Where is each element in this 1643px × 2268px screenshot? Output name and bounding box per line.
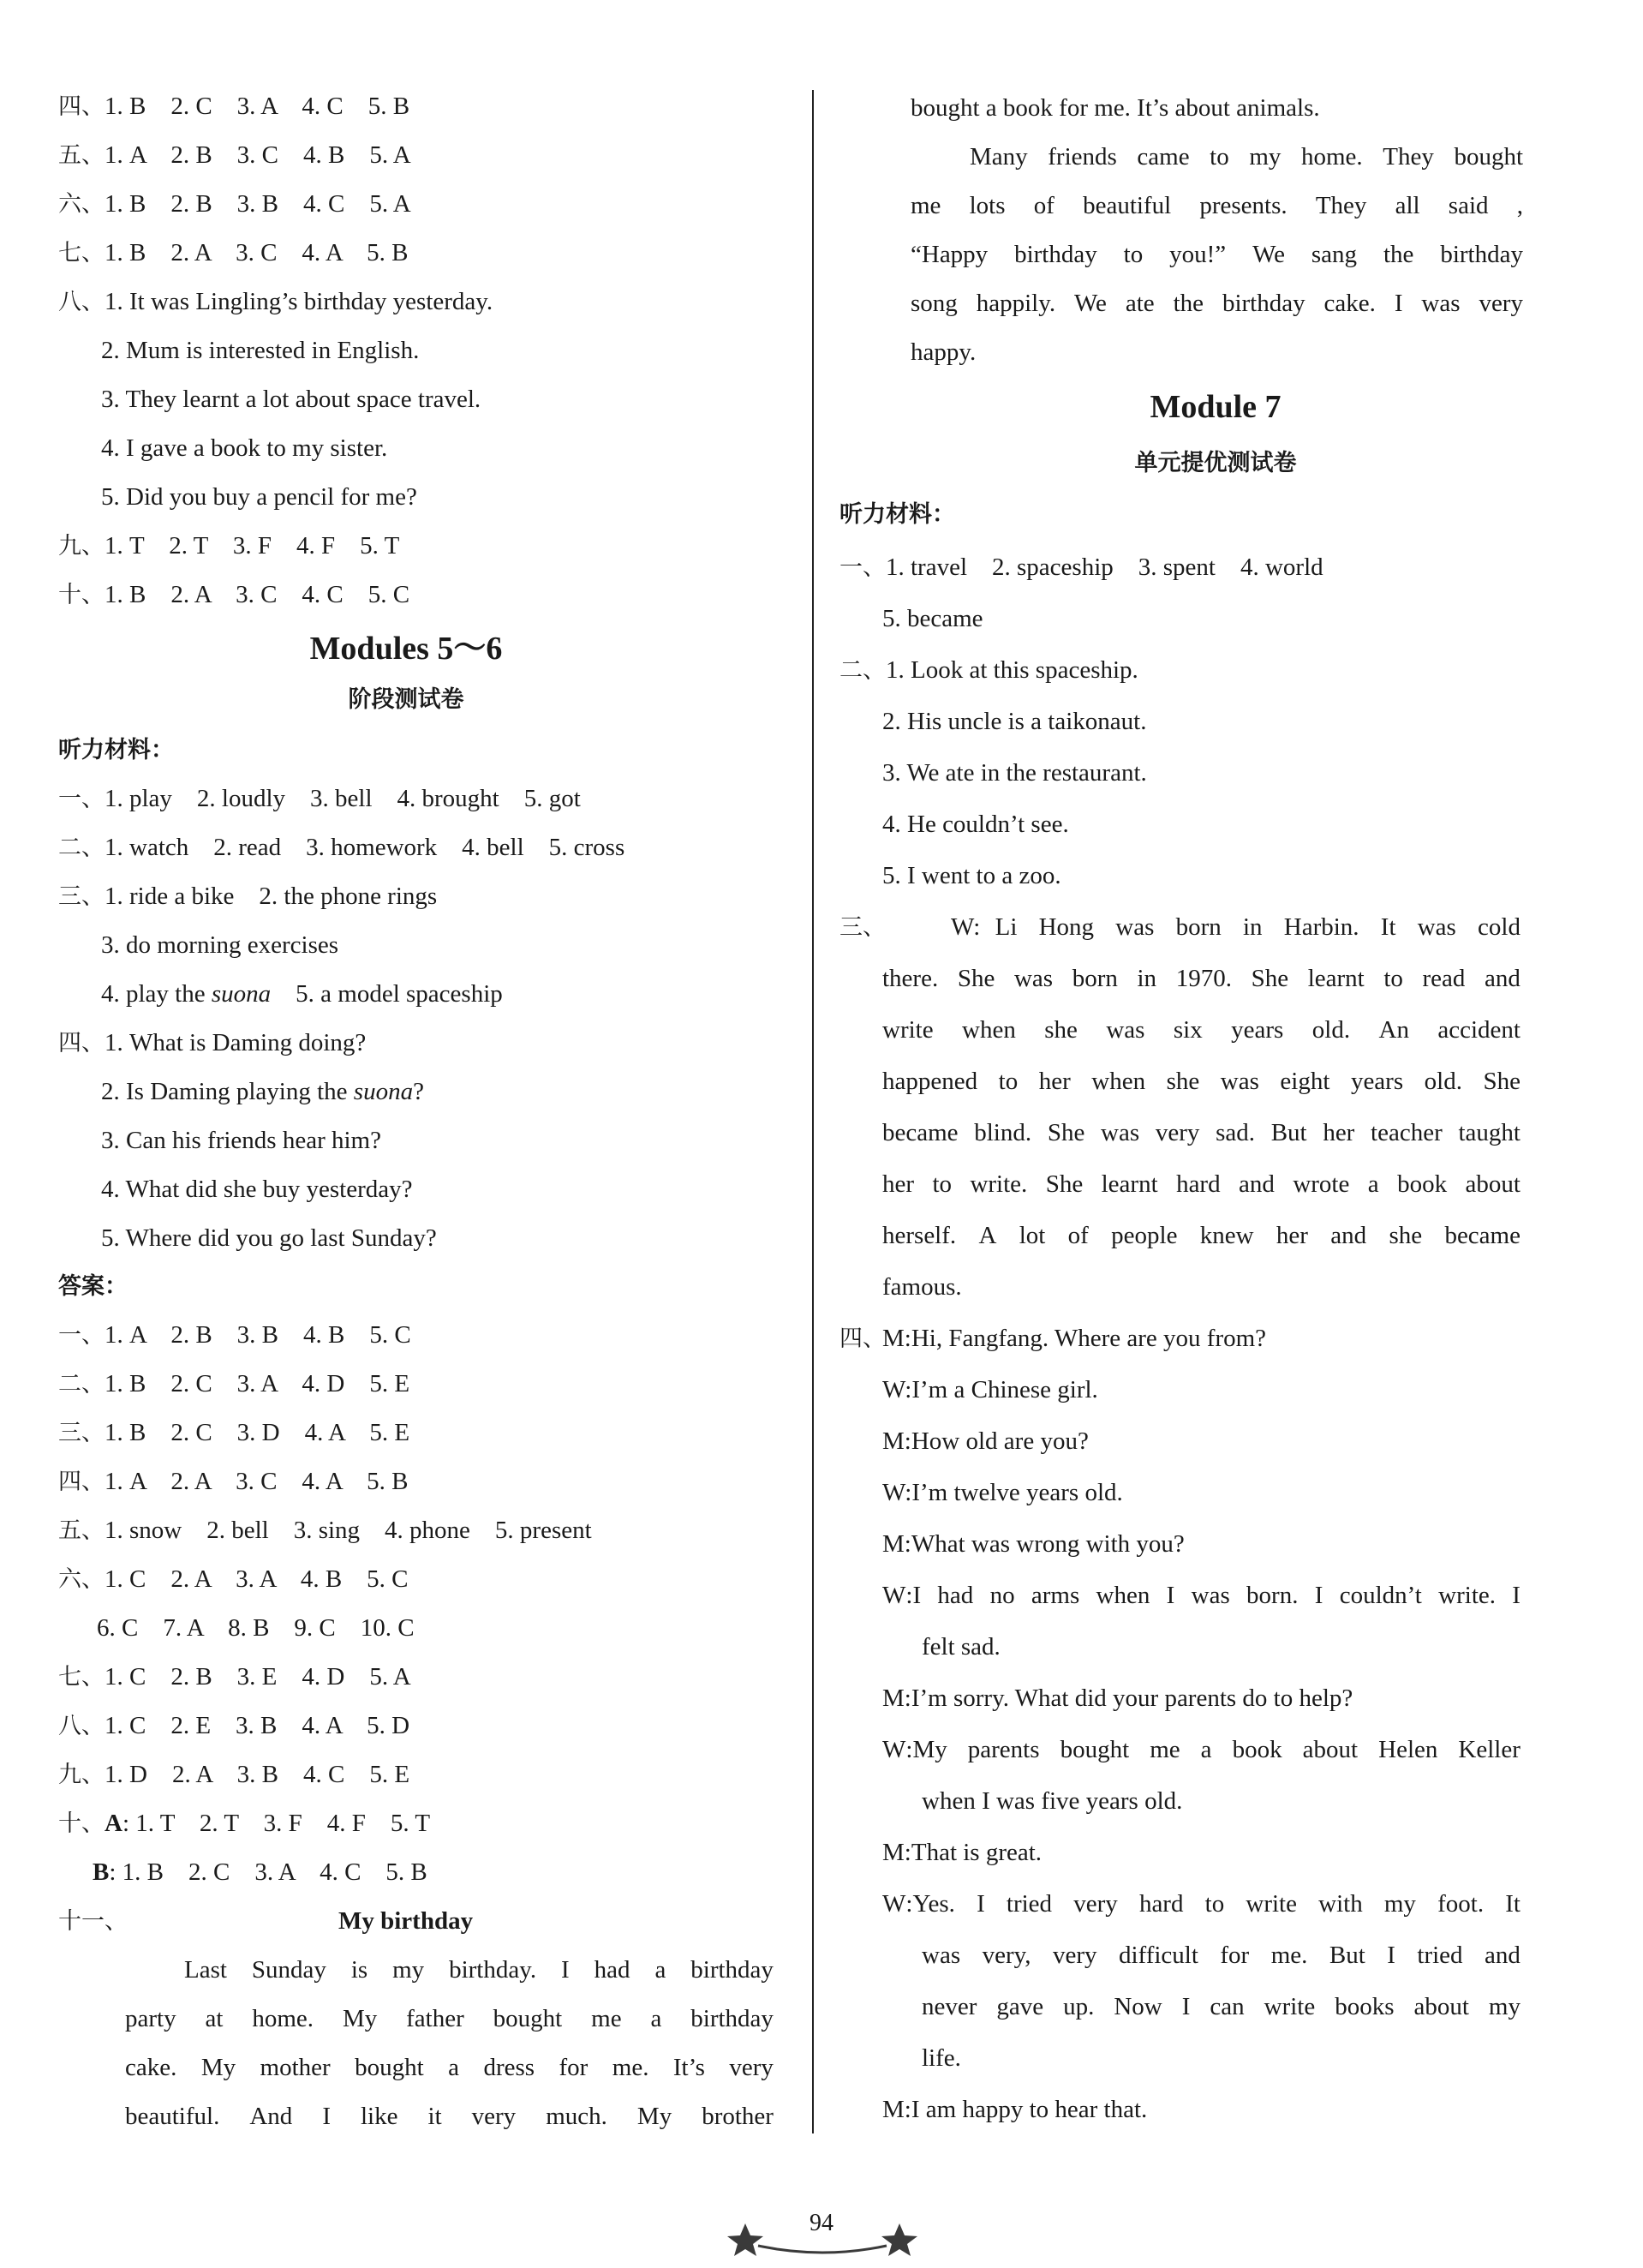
dialogue-line: W:I’m twelve years old. xyxy=(882,1479,1123,1506)
essay-line: party at home. My father bought me a birthday xyxy=(125,2005,774,2032)
module-subtitle: 单元提优测试卷 xyxy=(1134,450,1297,476)
answer-row: 五、1. A 2. B 3. C 4. B 5. A xyxy=(58,141,411,169)
answer-row: 四、1. A 2. A 3. C 4. A 5. B xyxy=(58,1468,409,1495)
dialogue-line: W: My parents bought me a book about Helen Keller xyxy=(882,1736,1521,1763)
answer-row: 十、1. B 2. A 3. C 4. C 5. C xyxy=(58,581,410,608)
answer-row: 三、1. B 2. C 3. D 4. A 5. E xyxy=(58,1419,410,1446)
dialogue-line: M:Hi, Fangfang. Where are you from? xyxy=(882,1325,1267,1352)
essay-line: cake. My mother bought a dress for me. It’s very xyxy=(125,2054,774,2081)
passage-line: W: Li Hong was born in Harbin. It was cold xyxy=(951,913,1521,941)
page-footer xyxy=(0,2206,1643,2258)
essay-line: bought a book for me. It’s about animals. xyxy=(911,94,1320,122)
dialogue-line: when I was five years old. xyxy=(922,1787,1183,1815)
sentence-row: 八、1. It was Lingling’s birthday yesterday. xyxy=(58,288,493,315)
listening-row: 三、1. ride a bike 2. the phone rings xyxy=(58,883,438,910)
essay-line: Many friends came to my home. They bought xyxy=(970,143,1523,171)
dialogue-line: M:How old are you? xyxy=(882,1427,1089,1455)
listening-row: 3. We ate in the restaurant. xyxy=(882,759,1147,787)
dialogue-line: life. xyxy=(922,2044,961,2072)
answer-row: 二、1. B 2. C 3. A 4. D 5. E xyxy=(58,1370,410,1397)
sentence-row: 4. I gave a book to my sister. xyxy=(101,434,388,462)
listening-label: 听力材料： xyxy=(58,737,174,763)
essay-line: beautiful. And I like it very much. My brother xyxy=(125,2103,774,2130)
listening-row: 2. His uncle is a taikonaut. xyxy=(882,708,1147,735)
answer-row: 七、1. B 2. A 3. C 4. A 5. B xyxy=(58,239,409,266)
module-title: Modules 5～6 xyxy=(309,631,503,667)
dialogue-line: never gave up. Now I can write books about my xyxy=(922,1993,1521,2020)
dialogue-line: W:I’m a Chinese girl. xyxy=(882,1376,1098,1403)
sentence-row: 2. Mum is interested in English. xyxy=(101,337,420,364)
question-row: 四、1. What is Daming doing? xyxy=(58,1029,367,1056)
dialogue-line: W: Yes. I tried very hard to write with my foot. It xyxy=(882,1890,1521,1918)
passage-line: famous. xyxy=(882,1273,962,1301)
question-row: 3. Can his friends hear him? xyxy=(101,1127,381,1154)
essay-line: song happily. We ate the birthday cake. I was very xyxy=(911,290,1523,317)
answer-row: 六、1. C 2. A 3. A 4. B 5. C xyxy=(58,1565,409,1593)
answer-row: 九、1. T 2. T 3. F 4. F 5. T xyxy=(58,532,400,560)
passage-text: Li Hong was born in Harbin. It was cold xyxy=(995,913,1521,941)
dialogue-line: M:I am happy to hear that. xyxy=(882,2096,1148,2123)
answers-label: 答案： xyxy=(58,1273,128,1300)
page-number: 94 xyxy=(810,2210,833,2236)
answer-row: 十、A: 1. T 2. T 3. F 4. F 5. T xyxy=(58,1810,431,1837)
listening-row: 4. play the suona 5. a model spaceship xyxy=(101,980,503,1008)
section-prefix: 十一、 xyxy=(58,1908,128,1935)
answer-row: 六、1. B 2. B 3. B 4. C 5. A xyxy=(58,190,411,218)
question-row: 5. Where did you go last Sunday? xyxy=(101,1224,437,1252)
passage-line: herself. A lot of people knew her and she became xyxy=(882,1222,1521,1249)
passage-line: there. She was born in 1970. She learnt to read and xyxy=(882,965,1521,992)
answer-row: B: 1. B 2. C 3. A 4. C 5. B xyxy=(93,1858,427,1886)
essay-title: My birthday xyxy=(338,1907,474,1935)
dialogue-line: M:I’m sorry. What did your parents do to help? xyxy=(882,1685,1353,1712)
listening-row: 一、1. play 2. loudly 3. bell 4. brought 5. got xyxy=(58,785,581,812)
sentence-row: 5. Did you buy a pencil for me? xyxy=(101,483,417,511)
passage-line: became blind. She was very sad. But her teacher taught xyxy=(882,1119,1521,1146)
listening-row: 二、1. watch 2. read 3. homework 4. bell 5. cross xyxy=(58,834,625,861)
passage-line: write when she was six years old. An accident xyxy=(882,1016,1521,1044)
module-subtitle: 阶段测试卷 xyxy=(348,686,464,713)
listening-row: 二、1. Look at this spaceship. xyxy=(839,656,1138,684)
question-row: 4. What did she buy yesterday? xyxy=(101,1176,413,1203)
listening-row: 5. became xyxy=(882,605,983,632)
question-row: 2. Is Daming playing the suona? xyxy=(101,1078,424,1105)
dialogue-line: felt sad. xyxy=(922,1633,1001,1661)
answer-row: 四、1. B 2. C 3. A 4. C 5. B xyxy=(58,93,410,120)
dialogue-line: was very, very difficult for me. But I tried and xyxy=(922,1942,1521,1969)
passage-line: happened to her when she was eight years old. She xyxy=(882,1068,1521,1095)
essay-line: me lots of beautiful presents. They all said , xyxy=(911,192,1523,219)
essay-line: “Happy birthday to you!” We sang the birthday xyxy=(911,241,1523,268)
answer-row: 6. C 7. A 8. B 9. C 10. C xyxy=(97,1614,415,1642)
answer-row: 九、1. D 2. A 3. B 4. C 5. E xyxy=(58,1761,410,1788)
module-title: Module 7 xyxy=(1150,389,1282,425)
listening-row: 3. do morning exercises xyxy=(101,931,339,959)
column-divider xyxy=(812,90,814,2133)
listening-row: 一、1. travel 2. spaceship 3. spent 4. world xyxy=(839,554,1323,581)
dialogue-line: W: I had no arms when I was born. I couldn’t write. I xyxy=(882,1582,1521,1609)
essay-line: happy. xyxy=(911,338,977,366)
section-prefix: 三、 xyxy=(839,914,886,941)
answer-row: 五、1. snow 2. bell 3. sing 4. phone 5. present xyxy=(58,1517,592,1544)
essay-line: Last Sunday is my birthday. I had a birthday xyxy=(184,1956,774,1984)
listening-label: 听力材料： xyxy=(839,501,955,528)
dialogue-line: M:That is great. xyxy=(882,1839,1043,1866)
sentence-row: 3. They learnt a lot about space travel. xyxy=(101,386,481,413)
section-prefix: 四、 xyxy=(839,1325,886,1352)
dialogue-line: M:What was wrong with you? xyxy=(882,1530,1185,1558)
passage-line: her to write. She learnt hard and wrote a book about xyxy=(882,1170,1521,1198)
answer-row: 七、1. C 2. B 3. E 4. D 5. A xyxy=(58,1663,411,1691)
listening-row: 4. He couldn’t see. xyxy=(882,811,1069,838)
answer-row: 八、1. C 2. E 3. B 4. A 5. D xyxy=(58,1712,410,1739)
listening-row: 5. I went to a zoo. xyxy=(882,862,1061,889)
answer-row: 一、1. A 2. B 3. B 4. B 5. C xyxy=(58,1321,411,1349)
